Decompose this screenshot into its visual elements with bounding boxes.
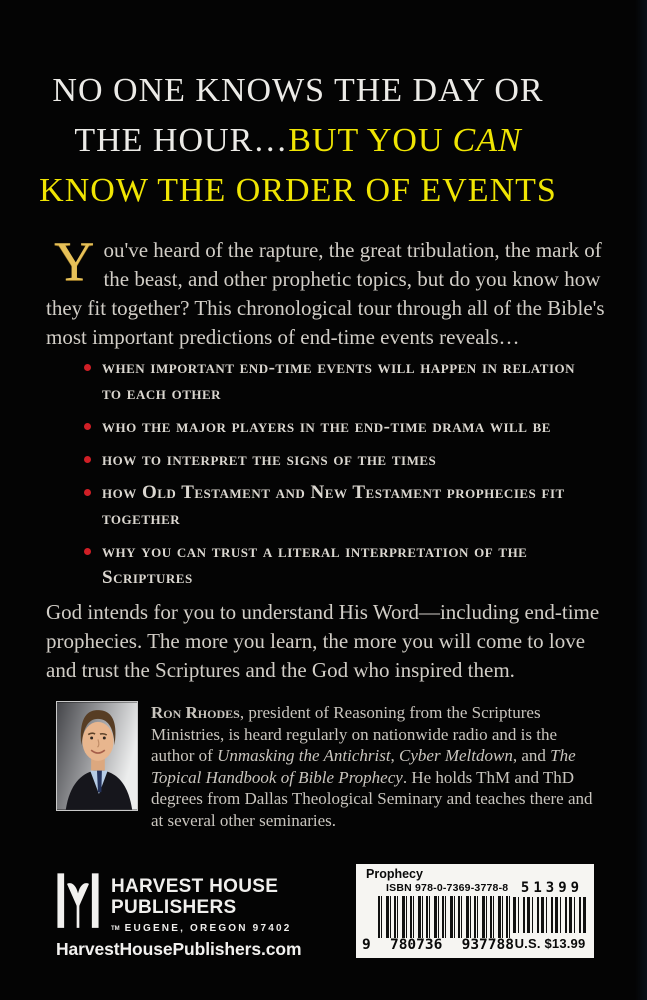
bullet-dot-icon: [84, 456, 91, 463]
bio-text: [151, 701, 604, 831]
headline-line3-text: KNOW THE ORDER OF EVENTS: [39, 172, 557, 209]
publisher-name-line2: PUBLISHERS: [111, 897, 237, 918]
bio-segment: , and: [512, 746, 551, 765]
ean-left-digit: 9: [362, 937, 371, 953]
price-addon-barcode: [513, 897, 587, 933]
bio-segment: . He holds ThM and ThD degrees from Dallas Theological Seminary and teaches there and at several other seminaries.: [151, 767, 593, 830]
publisher-address: EUGENE, OREGON 97402: [124, 923, 292, 934]
bullet-dot-icon: [84, 423, 91, 430]
bullet-list: [84, 355, 584, 598]
list-item: [84, 480, 584, 532]
intro-text: ou've heard of the rapture, the great tribulation, the mark of the beast, and other prophetic topics, but do you know how they fit together? This chronological tour through all of the Bible's most important predictions of end-time events reveals…: [46, 238, 605, 349]
price-addon: [513, 880, 587, 951]
list-item: [84, 355, 584, 407]
list-item: [84, 414, 584, 440]
list-item: [84, 539, 584, 591]
author-name: Ron Rhodes: [151, 703, 240, 722]
ean-digits: [362, 937, 514, 953]
price-code: 51399: [520, 880, 584, 896]
publisher-website: HarvestHousePublishers.com: [56, 939, 302, 959]
drop-cap: Y: [54, 231, 95, 293]
intro-paragraph: [46, 231, 606, 352]
book-title: Cyber Meltdown: [399, 746, 513, 765]
headline-line2-yellow: BUT YOU: [288, 122, 444, 159]
bullet-text: who the major players in the end-time drama will be: [102, 416, 551, 437]
trademark-mark: TM: [111, 925, 120, 932]
headline-line1-text: NO ONE KNOWS THE DAY OR: [52, 72, 544, 109]
book-title: The Topical Handbook of Bible Prophecy: [151, 746, 576, 787]
ean-group2: 937788: [461, 937, 514, 953]
harvest-house-logo-icon: [56, 873, 100, 933]
closing-paragraph: God intends for you to understand His Word—including end-time prophecies. The more you learn, the more you will come to love and trust the Scriptures and the God who inspired them.: [46, 600, 600, 682]
author-bio: [56, 701, 604, 831]
isbn-label: ISBN 978-0-7369-3778-8: [386, 882, 509, 894]
publisher-block: [56, 873, 292, 934]
bullet-text: how to interpret the signs of the times: [102, 449, 437, 470]
cover-edge-highlight: [635, 0, 647, 1000]
ean-13-barcode: [378, 896, 510, 938]
headline-line3: [8, 166, 588, 216]
category-label: Prophecy: [366, 867, 423, 881]
publisher-name-line1: HARVEST HOUSE: [111, 876, 279, 897]
headline-line1: [8, 66, 588, 116]
bio-segment: ,: [390, 746, 400, 765]
bio-segment: , president of Reasoning from the Scriptures Ministries, is heard regularly on nationwide radio and is the author of: [151, 703, 558, 765]
list-item: [84, 447, 584, 473]
bullet-text: how Old Testament and New Testament prophecies fit together: [102, 482, 565, 529]
barcode-box: [356, 864, 594, 958]
author-photo: [56, 701, 138, 811]
headline: [8, 66, 588, 216]
book-title: Unmasking the Antichrist: [217, 746, 391, 765]
bullet-dot-icon: [84, 548, 91, 555]
price-label: U.S. $13.99: [514, 936, 586, 951]
bullet-dot-icon: [84, 364, 91, 371]
bullet-dot-icon: [84, 489, 91, 496]
headline-line2-italic: CAN: [452, 122, 522, 159]
bullet-text: why you can trust a literal interpretation of the Scriptures: [102, 541, 528, 588]
ean-group1: 780736: [389, 937, 443, 953]
headline-line2-white: THE HOUR…: [74, 122, 289, 159]
headline-line2: [8, 116, 588, 166]
bullet-text: when important end-time events will happen in relation to each other: [102, 357, 576, 404]
